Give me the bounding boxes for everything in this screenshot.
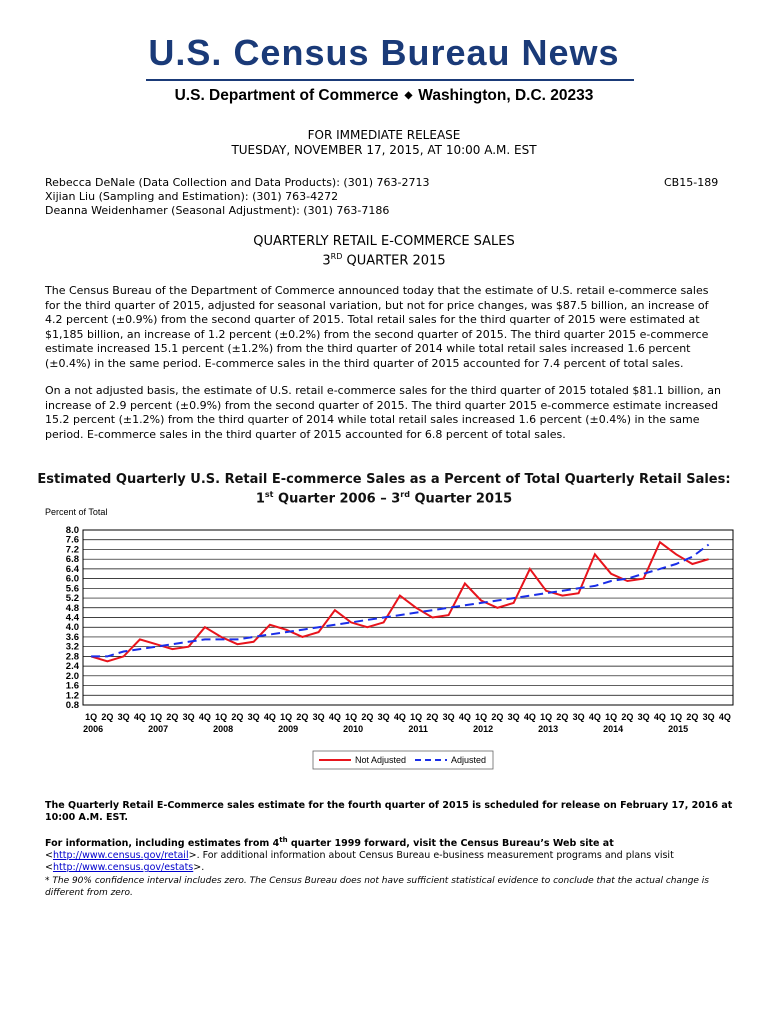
department-line — [0, 87, 768, 105]
y-tick-label: 2.4 — [65, 661, 79, 673]
x-tick-label: 1Q — [540, 712, 553, 722]
y-tick-label: 6.4 — [65, 563, 79, 575]
report-subtitle: 3RD QUARTER 2015 — [322, 252, 446, 269]
x-tick-label: 2Q — [686, 712, 699, 722]
y-tick-label: 0.8 — [65, 700, 79, 711]
paragraph-adjusted: The Census Bureau of the Department of Commerce announced today that the estimate of U.S. retail e-commerce sales for the third quarter of 2015, adjusted for seasonal variation, but not for price changes, was $87.5 billion, an increase of 4.2 percent (±0.9%) from the second quarter of 2015. Total retail sales for the third quarter of 2015 were estimated at $1,185 billion, an increase of 1.2 percent (±0.2%) from the second quarter of 2015. The third quarter 2015 e-commerce estimate increased 15.1 percent (±1.2%) from the third quarter of 2014 while total retail sales increased 1.6 percent (±0.4%) in the same period. E-commerce sales in the third quarter of 2015 accounted for 7.4 percent of total sales. — [45, 284, 709, 370]
confidence-footnote: * The 90% confidence interval includes zero. The Census Bureau does not have sufficient statistical evidence to conclude that the actual change is different from zero. — [45, 876, 710, 898]
x-tick-label: 2Q — [621, 712, 634, 722]
x-year-label: 2009 — [278, 724, 299, 734]
x-tick-label: 3Q — [117, 712, 130, 722]
x-tick-label: 4Q — [198, 712, 211, 722]
x-tick-label: 2Q — [166, 712, 179, 722]
x-tick-label: 1Q — [150, 712, 163, 722]
x-year-label: 2012 — [473, 724, 494, 734]
x-tick-label: 4Q — [133, 712, 146, 722]
x-tick-label: 1Q — [410, 712, 423, 722]
x-year-label: 2013 — [538, 724, 559, 734]
x-tick-label: 3Q — [312, 712, 325, 722]
y-tick-label: 6.8 — [65, 554, 79, 566]
x-tick-label: 4Q — [718, 712, 731, 722]
x-tick-label: 1Q — [280, 712, 293, 722]
bullet-icon: ◆ — [404, 90, 413, 102]
ecommerce-line-chart — [0, 500, 768, 800]
x-tick-label: 2Q — [491, 712, 504, 722]
x-tick-label: 4Q — [523, 712, 536, 722]
y-tick-label: 2.0 — [65, 670, 79, 682]
y-tick-label: 5.2 — [65, 593, 79, 605]
y-tick-label: 7.2 — [65, 544, 79, 556]
x-tick-label: 2Q — [361, 712, 374, 722]
x-tick-label: 3Q — [702, 712, 715, 722]
x-tick-label: 3Q — [442, 712, 455, 722]
x-tick-label: 3Q — [377, 712, 390, 722]
x-tick-label: 3Q — [572, 712, 585, 722]
x-tick-label: 4Q — [263, 712, 276, 722]
masthead-title: U.S. Census Bureau News — [148, 32, 620, 73]
y-tick-label: 4.4 — [65, 612, 79, 624]
x-tick-label: 4Q — [588, 712, 601, 722]
chart-subtitle: 1st Quarter 2006 – 3rd Quarter 2015 — [255, 490, 513, 507]
legend-label: Not Adjusted — [355, 755, 407, 765]
department-location: Washington, D.C. 20233 — [418, 87, 594, 104]
x-tick-label: 4Q — [328, 712, 341, 722]
x-tick-label: 2Q — [231, 712, 244, 722]
x-year-label: 2008 — [213, 724, 234, 734]
x-year-label: 2015 — [668, 724, 689, 734]
x-tick-label: 2Q — [556, 712, 569, 722]
y-tick-label: 7.6 — [65, 534, 79, 546]
x-year-label: 2006 — [83, 724, 104, 734]
x-tick-label: 1Q — [85, 712, 98, 722]
contact-line: Rebecca DeNale (Data Collection and Data Products): (301) 763-2713 — [45, 176, 430, 189]
contacts-block — [45, 176, 429, 218]
contact-line: Xijian Liu (Sampling and Estimation): (301) 763-4272 — [45, 190, 339, 203]
chart-title: Estimated Quarterly U.S. Retail E-commerce Sales as a Percent of Total Quarterly Retail Sales: — [37, 472, 731, 487]
contact-line: Deanna Weidenhamer (Seasonal Adjustment): (301) 763-7186 — [45, 204, 390, 217]
y-tick-label: 6.0 — [65, 573, 79, 585]
x-tick-label: 3Q — [637, 712, 650, 722]
y-tick-label: 5.6 — [65, 583, 79, 595]
retail-link[interactable]: http://www.census.gov/retail — [52, 850, 189, 862]
y-tick-label: 4.0 — [65, 622, 79, 634]
x-tick-label: 1Q — [215, 712, 228, 722]
x-year-label: 2010 — [343, 724, 364, 734]
release-date: TUESDAY, NOVEMBER 17, 2015, AT 10:00 A.M. EST — [231, 143, 537, 157]
y-tick-label: 3.6 — [65, 631, 79, 643]
y-axis-label: Percent of Total — [45, 507, 108, 517]
x-tick-label: 1Q — [605, 712, 618, 722]
schedule-note: The Quarterly Retail E-Commerce sales estimate for the fourth quarter of 2015 is scheduled for release on February 17, 2016 at 10:00 A.M. EST. — [45, 800, 733, 823]
x-tick-label: 3Q — [507, 712, 520, 722]
x-tick-label: 4Q — [458, 712, 471, 722]
x-tick-label: 1Q — [345, 712, 358, 722]
x-tick-label: 1Q — [670, 712, 683, 722]
x-tick-label: 2Q — [296, 712, 309, 722]
release-label: FOR IMMEDIATE RELEASE — [307, 128, 461, 142]
x-year-label: 2007 — [148, 724, 169, 734]
x-tick-label: 2Q — [426, 712, 439, 722]
info-note: For information, including estimates from 4th quarter 1999 forward, visit the Census Bureau’s Web site at <http://www.census.gov/retail>. For additional information about Census Bureau e-business measurement programs and plans visit <http://www.census.gov/estats>. — [45, 836, 674, 874]
y-tick-label: 2.8 — [65, 651, 79, 663]
x-tick-label: 4Q — [393, 712, 406, 722]
x-tick-label: 3Q — [182, 712, 195, 722]
legend-label: Adjusted — [451, 755, 487, 765]
release-number: CB15-189 — [664, 176, 719, 189]
y-tick-label: 4.8 — [65, 602, 79, 614]
y-tick-label: 1.2 — [65, 690, 79, 702]
x-year-label: 2014 — [603, 724, 624, 734]
estats-link[interactable]: http://www.census.gov/estats — [52, 862, 194, 874]
x-year-label: 2011 — [408, 724, 428, 734]
masthead-rule — [146, 79, 634, 81]
x-tick-label: 2Q — [101, 712, 114, 722]
x-tick-label: 4Q — [653, 712, 666, 722]
y-tick-label: 1.6 — [65, 680, 79, 692]
x-tick-label: 3Q — [247, 712, 260, 722]
y-tick-label: 8.0 — [65, 525, 79, 536]
department-name: U.S. Department of Commerce — [174, 87, 399, 104]
report-title: QUARTERLY RETAIL E-COMMERCE SALES — [253, 234, 515, 249]
paragraph-not-adjusted: On a not adjusted basis, the estimate of U.S. retail e-commerce sales for the third quarter of 2015 totaled $81.1 billion, an increase of 2.9 percent (±0.9%) from the second quarter of 2015. The third quarter 2015 e-commerce estimate increased 15.2 percent (±1.2%) from the third quarter of 2014 while total retail sales increased 1.6 percent (±0.4%) in the same period. E-commerce sales in the third quarter of 2015 accounted for 6.8 percent of total sales. — [45, 384, 721, 441]
y-tick-label: 3.2 — [65, 641, 79, 653]
x-tick-label: 1Q — [475, 712, 488, 722]
